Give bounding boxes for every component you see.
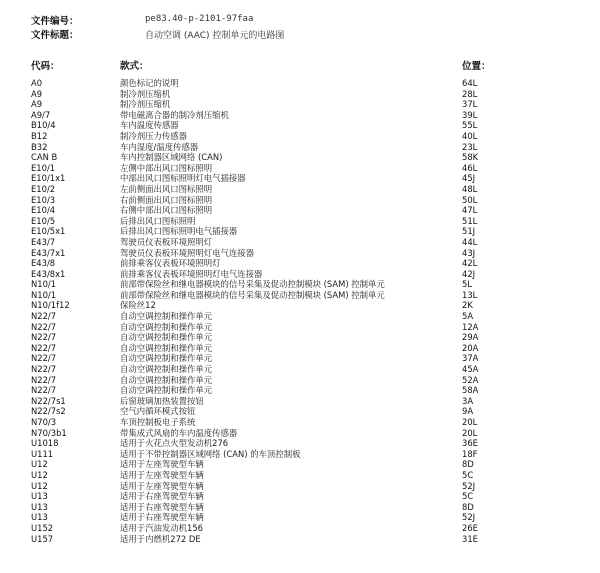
- component-position: 5C: [462, 469, 474, 480]
- component-position: 46L: [462, 162, 478, 173]
- component-position: 42J: [462, 268, 476, 279]
- component-code: N22/7s1: [31, 395, 66, 406]
- component-code: N22/7: [31, 374, 57, 385]
- component-position: 45J: [462, 173, 476, 184]
- component-description: 适用于不带控制器区域网络 (CAN) 的车顶控制板: [120, 448, 301, 459]
- component-description: 驾驶员仪表板环境照明灯电气连接器: [120, 247, 254, 258]
- table-row: [0, 152, 600, 163]
- component-position: 64L: [462, 78, 478, 88]
- component-position: 40L: [462, 130, 478, 141]
- component-description: 驾驶员仪表板环境照明灯: [120, 236, 213, 247]
- component-description: 适用于火花点火型发动机276: [120, 438, 229, 449]
- component-code: N10/1f12: [31, 300, 70, 311]
- component-position: 39L: [462, 109, 478, 120]
- component-description: 自动空调控制和操作单元: [120, 364, 213, 375]
- component-code: N70/3: [31, 417, 57, 427]
- table-row: [0, 290, 600, 301]
- component-position: 50L: [462, 194, 478, 205]
- component-description: 左侧中部出风口图标照明: [120, 162, 213, 173]
- component-position: 44L: [462, 236, 478, 247]
- component-code: E43/8: [31, 258, 56, 269]
- component-description: 自动空调控制和操作单元: [120, 332, 213, 343]
- component-description: 适用于右座驾驶型车辆: [120, 491, 204, 502]
- table-row: [0, 269, 600, 280]
- table-row: [0, 216, 600, 227]
- component-code: B10/4: [31, 120, 56, 131]
- component-description: 制冷剂压缩机: [120, 88, 171, 99]
- table-row: [0, 523, 600, 534]
- component-position: 51L: [462, 215, 478, 226]
- component-code: U152: [31, 522, 54, 533]
- component-position: 43J: [462, 247, 476, 258]
- component-table: [0, 78, 600, 544]
- component-position: 5L: [462, 279, 472, 290]
- component-position: 20L: [462, 427, 478, 438]
- component-position: 13L: [462, 289, 478, 300]
- component-position: 58K: [462, 152, 479, 163]
- component-code: N22/7: [31, 342, 57, 353]
- component-code: E43/7x1: [31, 247, 66, 258]
- component-code: N22/7: [31, 311, 57, 322]
- component-description: 适用于汽油发动机156: [120, 522, 203, 533]
- table-row: [0, 428, 600, 439]
- component-description: 后排出风口图标照明: [120, 215, 196, 226]
- table-row: [0, 491, 600, 502]
- component-position: 28L: [462, 88, 478, 99]
- component-description: 右侧中部出风口图标照明: [120, 205, 213, 216]
- component-description: 适用于右座驾驶型车辆: [120, 512, 204, 523]
- component-description: 制冷剂压力传感器: [120, 130, 187, 141]
- table-row: [0, 258, 600, 269]
- component-description: 中部出风口图标照明灯电气插接器: [120, 173, 246, 184]
- table-row: [0, 279, 600, 290]
- table-row: [0, 120, 600, 131]
- component-position: 20L: [462, 417, 478, 427]
- doc-title-label: 文件标题：: [31, 30, 79, 41]
- doc-number-label: 文件编号：: [31, 16, 79, 27]
- component-code: U13: [31, 491, 48, 502]
- table-row: [0, 332, 600, 343]
- component-code: N22/7: [31, 364, 57, 375]
- component-code: E10/5: [31, 215, 56, 226]
- component-position: 18F: [462, 448, 478, 459]
- table-row: [0, 534, 600, 545]
- component-position: 42L: [462, 258, 478, 269]
- component-position: 3A: [462, 395, 474, 406]
- table-row: [0, 184, 600, 195]
- component-code: A9: [31, 88, 43, 99]
- component-description: 自动空调控制和操作单元: [120, 374, 213, 385]
- component-code: U111: [31, 448, 54, 459]
- component-description: 适用于内燃机272 DE: [120, 533, 201, 544]
- component-position: 55L: [462, 120, 478, 131]
- component-position: 52A: [462, 374, 479, 385]
- component-code: N22/7: [31, 332, 57, 343]
- component-description: 适用于左座驾驶型车辆: [120, 459, 204, 470]
- component-code: B32: [31, 141, 48, 152]
- table-row: [0, 226, 600, 237]
- table-row: [0, 173, 600, 184]
- table-row: [0, 237, 600, 248]
- component-description: 颜色标记的说明: [120, 78, 179, 88]
- column-header-pos: 位置：: [462, 61, 491, 72]
- table-row: [0, 322, 600, 333]
- table-row: [0, 502, 600, 513]
- component-position: 2K: [462, 300, 473, 311]
- component-description: 前部带保险丝和继电器模块的信号采集及促动控制模块 (SAM) 控制单元: [120, 279, 385, 290]
- component-position: 52J: [462, 512, 476, 523]
- component-description: 带集成式风扇的车内温度传感器: [120, 427, 238, 438]
- component-position: 45A: [462, 364, 479, 375]
- table-row: [0, 300, 600, 311]
- component-position: 31E: [462, 533, 478, 544]
- component-description: 自动空调控制和操作单元: [120, 342, 213, 353]
- table-row: [0, 195, 600, 206]
- component-code: U157: [31, 533, 54, 544]
- component-position: 20A: [462, 342, 479, 353]
- table-row: [0, 385, 600, 396]
- table-row: [0, 375, 600, 386]
- component-code: N22/7: [31, 385, 57, 396]
- table-row: [0, 396, 600, 407]
- component-position: 23L: [462, 141, 478, 152]
- doc-number-value: pe83.40-p-2101-97faa: [145, 14, 254, 24]
- column-header-desc: 款式：: [120, 61, 149, 72]
- component-code: U12: [31, 459, 48, 470]
- component-code: E10/1x1: [31, 173, 66, 184]
- table-row: [0, 343, 600, 354]
- table-row: [0, 481, 600, 492]
- component-code: A9: [31, 99, 43, 110]
- component-code: E10/5x1: [31, 226, 66, 237]
- table-row: [0, 459, 600, 470]
- component-code: E10/3: [31, 194, 56, 205]
- component-position: 37A: [462, 353, 479, 364]
- table-row: [0, 353, 600, 364]
- component-description: 右前侧面出风口图标照明: [120, 194, 213, 205]
- table-row: [0, 99, 600, 110]
- component-code: A0: [31, 78, 43, 88]
- component-position: 9A: [462, 406, 474, 417]
- component-code: U12: [31, 469, 48, 480]
- component-code: B12: [31, 130, 48, 141]
- table-row: [0, 89, 600, 100]
- table-row: [0, 364, 600, 375]
- component-description: 适用于右座驾驶型车辆: [120, 501, 204, 512]
- component-code: E10/1: [31, 162, 56, 173]
- component-description: 车内湿度/温度传感器: [120, 141, 199, 152]
- table-row: [0, 449, 600, 460]
- table-row: [0, 163, 600, 174]
- component-code: E10/2: [31, 183, 56, 194]
- component-position: 52J: [462, 480, 476, 491]
- component-code: CAN B: [31, 152, 58, 163]
- doc-title-value: 自动空调 (AAC) 控制单元的电路图: [145, 31, 285, 41]
- table-row: [0, 110, 600, 121]
- component-position: 36E: [462, 438, 478, 449]
- component-description: 保险丝12: [120, 300, 156, 311]
- component-code: U1018: [31, 438, 59, 449]
- component-description: 带电磁离合器的制冷剂压缩机: [120, 109, 229, 120]
- component-position: 58A: [462, 385, 479, 396]
- component-description: 自动空调控制和操作单元: [120, 385, 213, 396]
- table-row: [0, 512, 600, 523]
- component-position: 29A: [462, 332, 479, 343]
- component-description: 适用于左座驾驶型车辆: [120, 469, 204, 480]
- component-code: E43/7: [31, 236, 56, 247]
- component-description: 车顶控制板电子系统: [120, 417, 196, 427]
- component-description: 后窗玻璃加热装置按钮: [120, 395, 204, 406]
- component-code: E43/8x1: [31, 268, 66, 279]
- table-row: [0, 131, 600, 142]
- table-row: [0, 406, 600, 417]
- component-description: 自动空调控制和操作单元: [120, 353, 213, 364]
- table-row: [0, 142, 600, 153]
- component-code: N10/1: [31, 279, 57, 290]
- column-header-code: 代码：: [31, 61, 60, 72]
- component-position: 48L: [462, 183, 478, 194]
- component-position: 51J: [462, 226, 476, 237]
- component-code: E10/4: [31, 205, 56, 216]
- component-description: 自动空调控制和操作单元: [120, 311, 213, 322]
- component-position: 26E: [462, 522, 478, 533]
- table-row: [0, 78, 600, 89]
- component-code: N22/7: [31, 353, 57, 364]
- component-position: 47L: [462, 205, 478, 216]
- table-row: [0, 438, 600, 449]
- component-code: N22/7: [31, 321, 57, 332]
- component-position: 8D: [462, 501, 474, 512]
- table-row: [0, 248, 600, 259]
- component-description: 左前侧面出风口图标照明: [120, 183, 213, 194]
- component-code: N70/3b1: [31, 427, 67, 438]
- component-description: 适用于左座驾驶型车辆: [120, 480, 204, 491]
- component-description: 自动空调控制和操作单元: [120, 321, 213, 332]
- component-description: 前排乘客仪表板环境照明灯: [120, 258, 221, 269]
- component-description: 空气内循环模式按钮: [120, 406, 196, 417]
- component-description: 车内控制器区域网络 (CAN): [120, 152, 223, 163]
- table-row: [0, 417, 600, 428]
- component-code: N22/7s2: [31, 406, 66, 417]
- component-position: 8D: [462, 459, 474, 470]
- component-description: 车内温度传感器: [120, 120, 179, 131]
- component-code: A9/7: [31, 109, 51, 120]
- table-row: [0, 205, 600, 216]
- component-description: 后排出风口图标照明电气插接器: [120, 226, 238, 237]
- table-row: [0, 470, 600, 481]
- component-description: 制冷剂压缩机: [120, 99, 171, 110]
- component-code: U13: [31, 501, 48, 512]
- component-position: 5C: [462, 491, 474, 502]
- component-code: U12: [31, 480, 48, 491]
- component-code: N10/1: [31, 289, 57, 300]
- component-position: 5A: [462, 311, 474, 322]
- component-position: 12A: [462, 321, 479, 332]
- component-description: 前部带保险丝和继电器模块的信号采集及促动控制模块 (SAM) 控制单元: [120, 289, 385, 300]
- table-row: [0, 311, 600, 322]
- component-code: U13: [31, 512, 48, 523]
- component-description: 前排乘客仪表板环境照明灯电气连接器: [120, 268, 263, 279]
- component-position: 37L: [462, 99, 478, 110]
